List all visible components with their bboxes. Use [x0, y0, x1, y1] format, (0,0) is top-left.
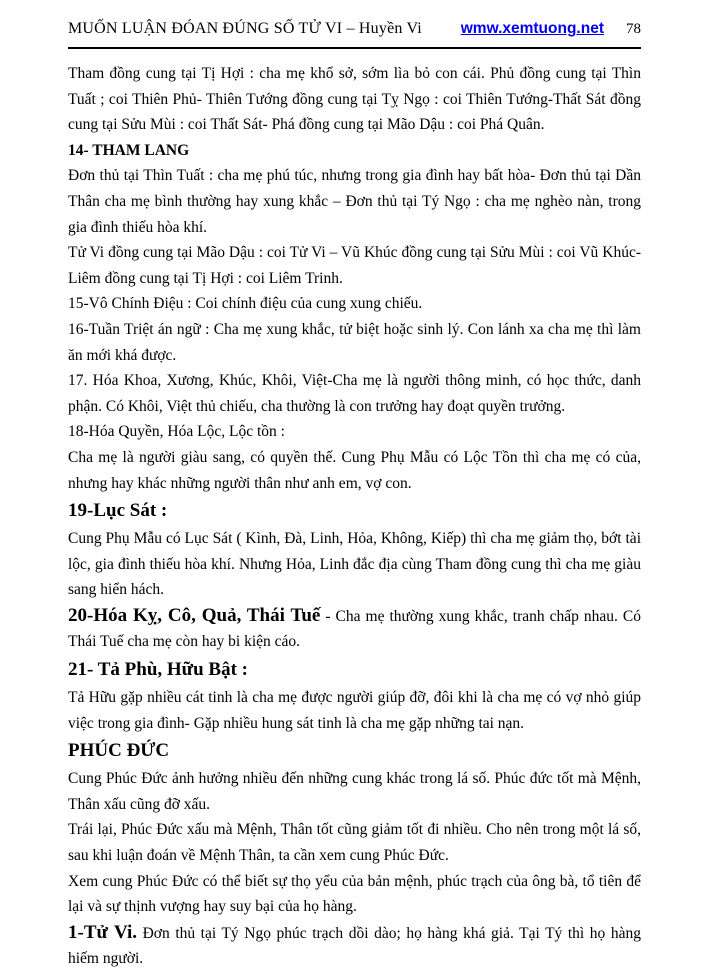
paragraph-16-tuan-triet: 16-Tuần Triệt án ngữ : Cha mẹ xung khắc, tử biệt hoặc sinh lý. Con lánh xa cha mẹ thì làm ăn mới khá được.	[68, 320, 641, 364]
header-rule	[68, 47, 641, 49]
page-header	[68, 20, 641, 38]
paragraph-20-hoa-ky	[68, 603, 641, 655]
document-title: MUỐN LUẬN ĐÓAN ĐÚNG SỐ TỬ VI – Huyền Vi	[68, 20, 422, 37]
site-link[interactable]: wmw.xemtuong.net	[460, 20, 604, 37]
section-heading-20-hoa-ky: 20-Hóa Kỵ, Cô, Quả, Thái Tuế	[68, 604, 321, 626]
paragraph-1-tu-vi-text: Đơn thủ tại Tý Ngọ phúc trạch dồi dào; họ hàng khá giả. Tại Tý thì họ hàng hiếm người.	[68, 924, 641, 968]
paragraph-1-tu-vi	[68, 920, 641, 972]
paragraph-15-vo-chinh-dieu: 15-Vô Chính Điệu : Coi chính điệu của cung xung chiếu.	[68, 295, 423, 313]
section-heading-14-tham-lang: 14- THAM LANG	[68, 141, 190, 159]
paragraph-don-thu-thin-tuat: Đơn thủ tại Thìn Tuất : cha mẹ phú túc, nhưng trong gia đình hay bất hòa- Đơn thủ tại Dần Thân cha mẹ bình thường hay xung khắc – Đơn thủ tại Tý Ngọ : cha mẹ nghèo nàn, trong gia đình thiếu hòa khí.	[68, 167, 641, 236]
paragraph-18-hoa-quyen: 18-Hóa Quyền, Hóa Lộc, Lộc tồn :	[68, 423, 285, 441]
page-number: 78	[626, 21, 641, 37]
paragraph-ta-huu-cat-tinh: Tả Hữu gặp nhiều cát tinh là cha mẹ được người giúp đỡ, đôi khi là cha mẹ có vợ nhỏ giúp việc trong gia đình- Gặp nhiều hung sát tinh là cha mẹ gặp những tai nạn.	[68, 689, 641, 732]
paragraph-17-hoa-khoa: 17. Hóa Khoa, Xương, Khúc, Khôi, Việt-Cha mẹ là người thông minh, có học thức, danh phận. Có Khôi, Việt thủ chiếu, cha thường là con trưởng hay đoạt quyền trưởng.	[68, 372, 641, 415]
paragraph-cung-phuc-duc-anh-huong: Cung Phúc Đức ảnh hưởng nhiều đến những cung khác trong lá số. Phúc đức tốt mà Mệnh, Thân xấu cũng đỡ xấu.	[68, 770, 641, 813]
paragraph-trai-lai-phuc-duc: Trái lại, Phúc Đức xấu mà Mệnh, Thân tốt cũng giảm tốt đi nhiều. Cho nên trong một lá số, sau khi luận đoán về Mệnh Thân, ta cần xem cung Phúc Đức.	[68, 821, 641, 865]
paragraph-cung-phu-mau-luc-sat: Cung Phụ Mẫu có Lục Sát ( Kình, Đà, Linh, Hỏa, Không, Kiếp) thì cha mẹ giảm thọ, bớt tài lộc, gia đình thiếu hòa khí. Nhưng Hỏa, Linh đắc địa cùng Tham đồng cung thì cha mẹ giàu sang hiển hách.	[68, 530, 641, 599]
paragraph-20-hoa-ky-text: - Cha mẹ thường xung khắc, tranh chấp nhau. Có Thái Tuế cha mẹ còn hay bi kiện cáo.	[68, 607, 641, 651]
section-heading-19-luc-sat: 19-Lục Sát :	[68, 500, 168, 522]
paragraph-cha-me-giau-sang: Cha mẹ là người giàu sang, có quyền thế. Cung Phụ Mẫu có Lộc Tồn thì cha mẹ có của, nhưng hay khác những người thân như anh em, vợ con.	[68, 448, 641, 492]
paragraph-tu-vi-dong-cung: Tử Vi đồng cung tại Mão Dậu : coi Tử Vi – Vũ Khúc đồng cung tại Sửu Mùi : coi Vũ Khúc-Liêm đồng cung tại Tị Hợi : coi Liêm Trinh.	[68, 244, 641, 287]
content-area	[68, 61, 641, 972]
section-heading-1-tu-vi: 1-Tử Vi.	[68, 921, 138, 943]
paragraph-tham-dong-cung: Tham đồng cung tại Tị Hợi : cha mẹ khổ sở, sớm lìa bỏ con cái. Phủ đồng cung tại Thìn Tuất ; coi Thiên Phủ- Thiên Tướng đồng cung tại Tỵ Ngọ : coi Thiên Tướng-Thất Sát đồng cung tại Sửu Mùi : coi Thất Sát- Phá đồng cung tại Mão Dậu : coi Phá Quân.	[68, 65, 641, 134]
section-heading-21-ta-phu-huu-bat: 21- Tả Phù, Hữu Bật :	[68, 659, 248, 681]
section-heading-phuc-duc: PHÚC ĐỨC	[68, 740, 170, 762]
paragraph-xem-cung-phuc-duc: Xem cung Phúc Đức có thể biết sự thọ yểu của bản mệnh, phúc trạch của ông bà, tổ tiên để lại và sự thịnh vượng hay suy bại của họ hàng.	[68, 872, 641, 916]
